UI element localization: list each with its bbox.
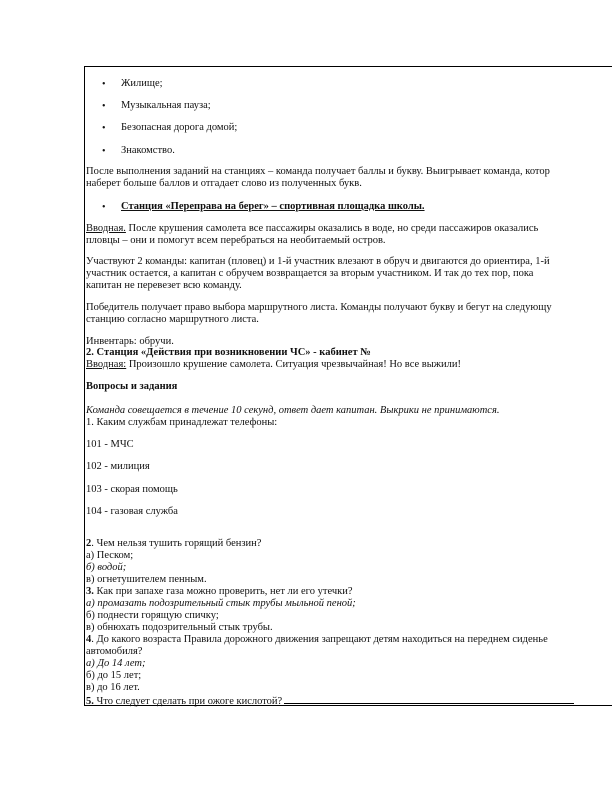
question-5 bbox=[86, 694, 574, 708]
paragraph-separator bbox=[84, 292, 85, 300]
paragraph-separator bbox=[84, 496, 85, 504]
question-number: 5. bbox=[86, 696, 94, 707]
list-item: 102 - милиция bbox=[86, 461, 150, 472]
answer-option: б) поднести горящую спичку; bbox=[86, 610, 219, 621]
answer-blank-line bbox=[284, 694, 574, 704]
paragraph-line: пловцы – они и помогут всем перебраться на необитаемый остров. bbox=[86, 235, 386, 246]
list-item: 101 - МЧС bbox=[86, 439, 134, 450]
paragraph-line: После выполнения заданий на станциях – команда получает баллы и букву. Выигрывает команда, котор bbox=[86, 166, 550, 177]
intro-label: Вводная. bbox=[86, 223, 126, 234]
paragraph-separator bbox=[84, 246, 85, 254]
question-4 bbox=[86, 634, 548, 646]
table-top-border bbox=[84, 66, 612, 67]
paragraph-separator bbox=[84, 326, 85, 334]
answer-option-correct: б) водой; bbox=[86, 562, 127, 573]
answer-option: в) обнюхать подозрительный стык трубы. bbox=[86, 622, 273, 633]
intro-text: Произошло крушение самолета. Ситуация чрезвычайная! Но все выжили! bbox=[126, 359, 462, 370]
bullet-icon: • bbox=[102, 101, 106, 112]
list-item: Безопасная дорога домой; bbox=[121, 122, 238, 133]
question-text: Что следует сделать при ожоге кислотой? bbox=[93, 696, 283, 707]
rule-line: Команда совещается в течение 10 секунд, ответ дает капитан. Выкрики не принимаются. bbox=[86, 405, 500, 416]
questions-heading: Вопросы и задания bbox=[86, 381, 178, 392]
answer-option: в) огнетушителем пенным. bbox=[86, 574, 207, 585]
paragraph-separator bbox=[84, 429, 85, 437]
station-1-title: Станция «Переправа на берег» – спортивная площадка школы. bbox=[121, 201, 425, 212]
station-2-intro bbox=[86, 359, 461, 371]
bullet-icon: • bbox=[102, 123, 106, 134]
list-item: Жилище; bbox=[121, 78, 163, 89]
list-item: Знакомство. bbox=[121, 145, 175, 156]
bullet-icon: • bbox=[102, 79, 106, 90]
station-2-title: 2. Станция «Действия при возникновении ЧС» - кабинет № bbox=[86, 347, 371, 358]
question-text: Как при запахе газа можно проверить, нет ли его утечки? bbox=[93, 586, 353, 597]
paragraph-separator bbox=[84, 526, 85, 534]
answer-option: а) Песком; bbox=[86, 550, 134, 561]
paragraph-line: наберет больше баллов и отгадает слово из полученных букв. bbox=[86, 178, 362, 189]
table-left-border bbox=[84, 66, 85, 706]
question-3 bbox=[86, 586, 353, 598]
paragraph-line: Победитель получает право выбора маршрутного листа. Команды получают букву и бегут на следующу bbox=[86, 302, 552, 313]
list-item: Музыкальная пауза; bbox=[121, 100, 211, 111]
paragraph-line: Участвуют 2 команды: капитан (пловец) и 1-й участник влезают в обруч и двигаются до ориентира, 1-й bbox=[86, 256, 550, 267]
answer-option-correct: а) промазать подозрительный стык трубы мыльной пеной; bbox=[86, 598, 356, 609]
question-text: . Чем нельзя тушить горящий бензин? bbox=[91, 538, 262, 549]
paragraph-line: капитан не перевезет всю команду. bbox=[86, 280, 242, 291]
question-text: . До какого возраста Правила дорожного движения запрещают детям находиться на переднем сиденье bbox=[91, 634, 548, 645]
answer-option: в) до 16 лет. bbox=[86, 682, 140, 693]
answer-option: б) до 15 лет; bbox=[86, 670, 142, 681]
bullet-icon: • bbox=[102, 146, 106, 157]
list-item: 104 - газовая служба bbox=[86, 506, 178, 517]
question-4-continuation: автомобиля? bbox=[86, 646, 143, 657]
answer-option-correct: а) До 14 лет; bbox=[86, 658, 146, 669]
intro-label: Вводная: bbox=[86, 359, 127, 370]
paragraph-line: участник остается, а капитан с обручем возвращается за вторым участником. И так до тех пор, пока bbox=[86, 268, 534, 279]
question-number: 4 bbox=[86, 634, 92, 645]
paragraph-separator bbox=[84, 451, 85, 459]
list-item: 103 - скорая помощь bbox=[86, 484, 178, 495]
bullet-icon: • bbox=[102, 202, 106, 213]
question-number: 2 bbox=[86, 538, 92, 549]
intro-text: После крушения самолета все пассажиры оказались в воде, но среди пассажиров оказались bbox=[125, 223, 539, 234]
paragraph-separator bbox=[84, 473, 85, 481]
question-number: 3. bbox=[86, 586, 94, 597]
paragraph-separator bbox=[84, 518, 85, 526]
station-1-intro bbox=[86, 223, 538, 235]
inventory-line: Инвентарь: обручи. bbox=[86, 336, 174, 347]
question-2 bbox=[86, 538, 261, 550]
question-1: 1. Каким службам принадлежат телефоны: bbox=[86, 417, 278, 428]
paragraph-line: станцию согласно маршрутного листа. bbox=[86, 314, 259, 325]
